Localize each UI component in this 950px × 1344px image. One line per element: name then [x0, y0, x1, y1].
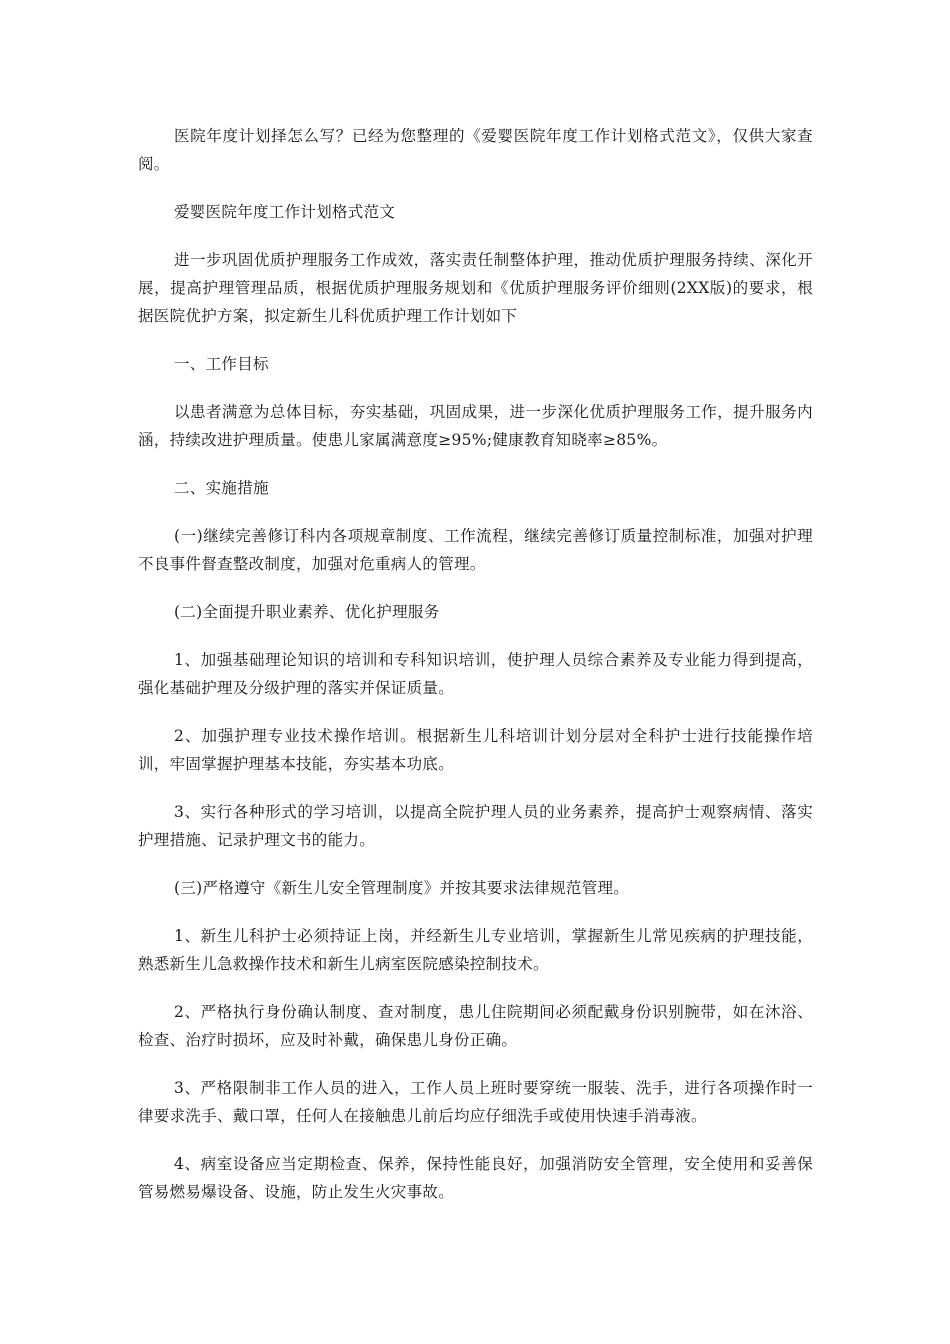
list-item: 2、加强护理专业技术操作培训。根据新生儿科培训计划分层对全科护士进行技能操作培训，牢固掌握护理基本技能，夯实基本功底。	[138, 727, 813, 773]
list-item: 2、严格执行身份确认制度、查对制度，患儿住院期间必须配戴身份识别腕带，如在沐浴、检查、治疗时损坏，应及时补戴，确保患儿身份正确。	[138, 1003, 813, 1049]
list-item: 3、实行各种形式的学习培训，以提高全院护理人员的业务素养，提高护士观察病情、落实护理措施、记录护理文书的能力。	[138, 803, 813, 849]
subsection-heading-3: (三)严格遵守《新生儿安全管理制度》并按其要求法律规范管理。	[174, 879, 630, 897]
list-item: 4、病室设备应当定期检查、保养，保持性能良好，加强消防安全管理，安全使用和妥善保管易燃易爆设备、设施，防止发生火灾事故。	[138, 1155, 813, 1201]
section-heading-measures: 二、实施措施	[174, 479, 269, 497]
preamble-paragraph: 进一步巩固优质护理服务工作成效，落实责任制整体护理，推动优质护理服务持续、深化开展，提高护理管理品质，根据优质护理服务规划和《优质护理服务评价细则(2XX版)的要求，根据医院优护方案，拟定新生儿科优质护理工作计划如下	[138, 251, 813, 325]
subsection-heading-2: (二)全面提升职业素养、优化护理服务	[174, 603, 440, 621]
document-body	[138, 122, 813, 1226]
section-heading-goals: 一、工作目标	[174, 355, 269, 373]
document-title: 爱婴医院年度工作计划格式范文	[174, 203, 396, 221]
intro-paragraph: 医院年度计划择怎么写？已经为您整理的《爱婴医院年度工作计划格式范文》，仅供大家查阅。	[138, 127, 813, 173]
goals-paragraph: 以患者满意为总体目标，夯实基础，巩固成果，进一步深化优质护理服务工作，提升服务内涵，持续改进护理质量。使患儿家属满意度≥95%;健康教育知晓率≥85%。	[138, 403, 813, 449]
list-item: 3、严格限制非工作人员的进入，工作人员上班时要穿统一服装、洗手，进行各项操作时一律要求洗手、戴口罩，任何人在接触患儿前后均应仔细洗手或使用快速手消毒液。	[138, 1079, 813, 1125]
list-item: 1、加强基础理论知识的培训和专科知识培训，使护理人员综合素养及专业能力得到提高，强化基础护理及分级护理的落实并保证质量。	[138, 651, 813, 697]
measure-1-paragraph: (一)继续完善修订科内各项规章制度、工作流程，继续完善修订质量控制标准，加强对护理不良事件督查整改制度，加强对危重病人的管理。	[138, 527, 813, 573]
list-item: 1、新生儿科护士必须持证上岗，并经新生儿专业培训，掌握新生儿常见疾病的护理技能，熟悉新生儿急救操作技术和新生儿病室医院感染控制技术。	[138, 927, 813, 973]
